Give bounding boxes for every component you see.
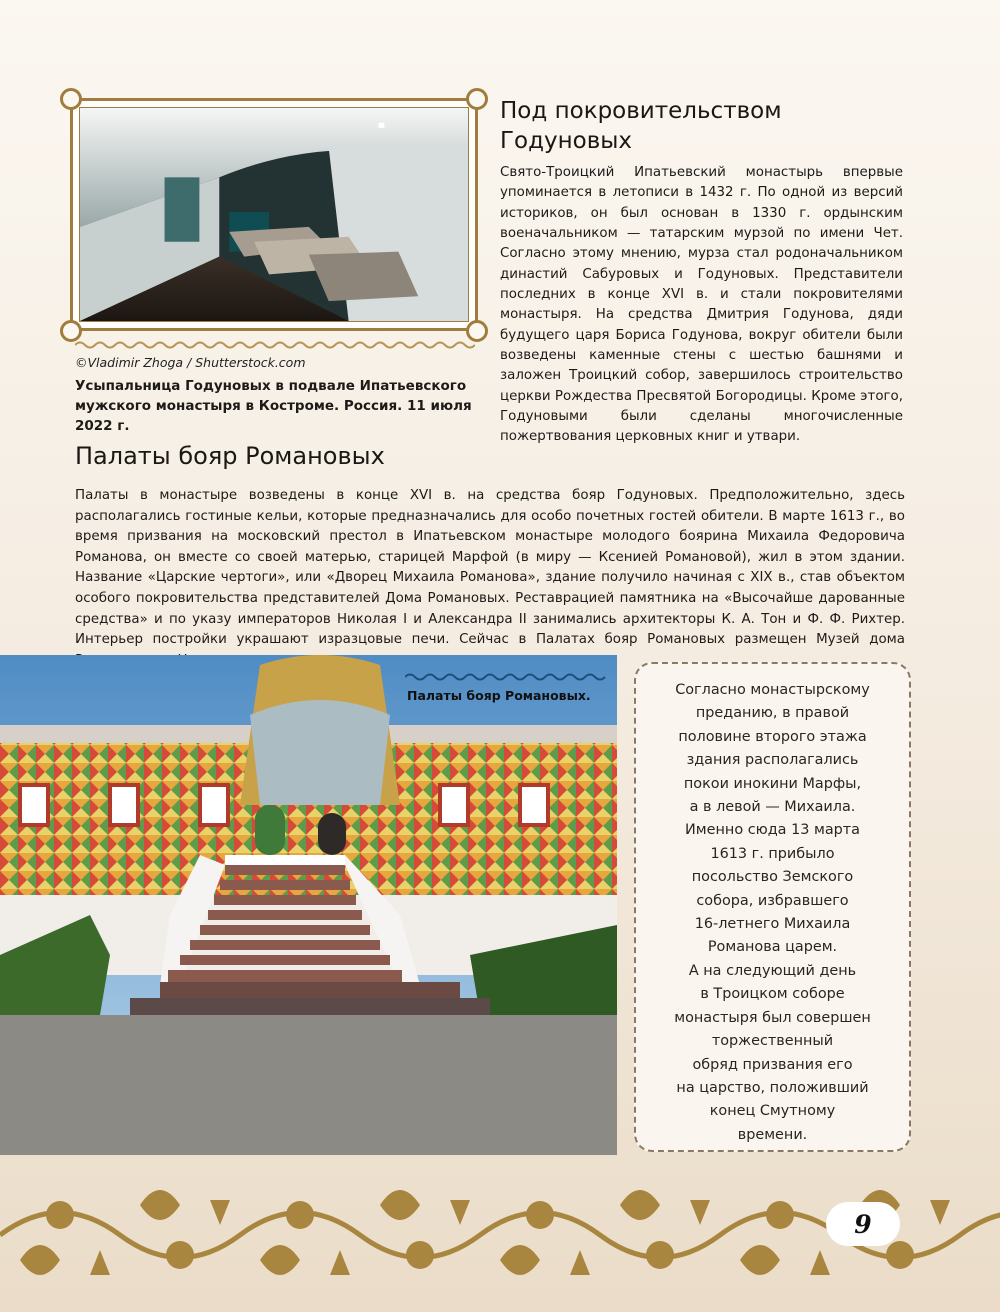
frame-corner-ornament (466, 88, 488, 110)
photo-caption: Усыпальница Годуновых в подвале Ипатьевского мужского монастыря в Костроме. Россия. 11 июля 2022 г. (75, 378, 472, 434)
section-title: Под покровительством Годуновых (500, 98, 782, 154)
wave-divider (75, 340, 475, 350)
frame-corner-ornament (466, 320, 488, 342)
photo-credit: ©Vladimir Zhoga / Shutterstock.com (75, 355, 306, 370)
section-title: Палаты бояр Романовых (75, 442, 385, 470)
crypt-photo-frame (70, 98, 478, 331)
section-body: Свято-Троицкий Ипатьевский монастырь впервые упоминается в летописи в 1432 г. По одной из версий историков, он был основан в 1330 г. ордынским военачальником — татарским мурзой по имени Чет. Согласно этому мнению, мурза стал родоначальником династий Сабуровых и Годуновых. Представители последних в конце XVI в. и стали покровителями монастыря. На средства Дмитрия Годунова, дяди будущего царя Бориса Годунова, вокруг обители были возведены каменные стены с шестью башнями и заложен Троицкий собор, завершилось строительство церкви Рождества Пресвятой Богородицы. Кроме этого, Годуновыми были сделаны многочисленные пожертвования церковных книг и утвари. (500, 165, 903, 445)
palace-photo (0, 655, 617, 1155)
crypt-photo (79, 107, 469, 322)
page-number: 9 (826, 1202, 900, 1246)
frame-corner-ornament (60, 320, 82, 342)
photo-caption: Палаты бояр Романовых. (407, 688, 591, 703)
caption-wave-divider (405, 672, 610, 682)
sidebar-text: Согласно монастырскому преданию, в правой половине второго этажа здания располагались покои инокини Марфы, а в левой — Михаила. Именно сюда 13 марта 1613 г. прибыло посольство Земского собора, избравшего 16-летнего Михаила Романова царем. А на следующий день в Троицком соборе монастыря был совершен торжественный обряд призвания его на царство, положивший конец Смутному времени. (674, 682, 871, 1143)
frame-corner-ornament (60, 88, 82, 110)
section-body: Палаты в монастыре возведены в конце XVI в. на средства бояр Годуновых. Предположительно, здесь располагались гостиные кельи, которые предназначались для особо почетных гостей обители. В марте 1613 г., во время призвания на московский престол в Ипатьевском монастыре молодого боярина Михаила Федоровича Романова, он вместе со своей матерью, старицей Марфой (в миру — Ксенией Романовой), жил в этом здании. Название «Царские чертоги», или «Дворец Михаила Романова», здание получило начиная с XIX в., став объектом особого покровительства представителей Дома Романовых. Реставрацией памятника на «Высочайше дарованные средства» и по указу императоров Николая I и Александра II занимались архитекторы К. А. Тон и Ф. Ф. Рихтер. Интерьер постройки украшают изразцовые печи. Сейчас в Палатах бояр Романовых размещен Музей дома (75, 488, 905, 648)
